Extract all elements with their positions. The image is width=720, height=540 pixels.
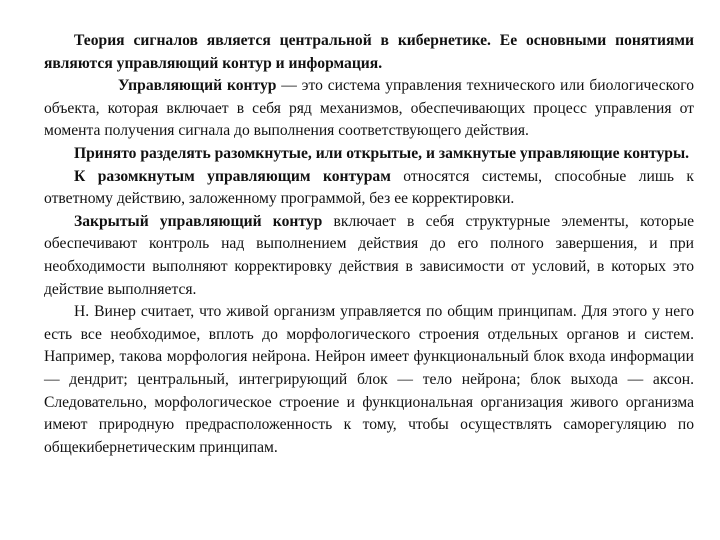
control-loop-definition: — это система управления технического или биологического объекта, которая включает в себя ряд механизмов, обеспечивающих процесс управления от момента получения сигнала до выполнения соответствующего действия.: [44, 77, 694, 140]
document-body: [44, 30, 694, 459]
loop-types-bold-text: Принято разделять разомкнутые, или открытые, и замкнутые управляющие контуры.: [74, 144, 690, 162]
closed-loop-definition: включает в себя структурные элементы, которые обеспечивают контроль над выполнением действия до его полного завершения, и при необходимости выполняют корректировку действия в зависимости от условий, в которых это действие выполняется.: [44, 212, 694, 298]
paragraph-intro: [44, 30, 694, 75]
paragraph-wiener: [44, 301, 694, 459]
open-loops-definition: относятся системы, способные лишь к ответному действию, заложенному программой, без ее корректировки.: [44, 167, 695, 208]
open-loops-term: К разомкнутым управляющим контурам: [74, 167, 391, 185]
wiener-text: Н. Винер считает, что живой организм управляется по общим принципам. Для этого у него есть все необходимое, вплоть до морфологического строения отдельных органов и систем. Например, такова морфология нейрона. Нейрон имеет функциональный блок входа информации — дендрит; центральный, интегрирующий блок — тело нейрона; блок выхода — аксон. Следовательно, морфологическое строение и функциональная организация живого организма имеют природную предрасположенность к тому, чтобы осуществлять саморегуляцию по общекибернетическим принципам.: [44, 303, 694, 456]
paragraph-open-loops: [44, 166, 694, 211]
closed-loop-term: Закрытый управляющий контур: [74, 212, 323, 230]
paragraph-control-loop: [44, 75, 694, 143]
intro-bold-text: Теория сигналов является центральной в кибернетике. Ее основными понятиями являются управляющий контур и информация.: [44, 32, 694, 72]
paragraph-closed-loop: [44, 211, 694, 301]
paragraph-loop-types: [44, 143, 694, 166]
control-loop-term: Управляющий контур: [118, 77, 277, 95]
